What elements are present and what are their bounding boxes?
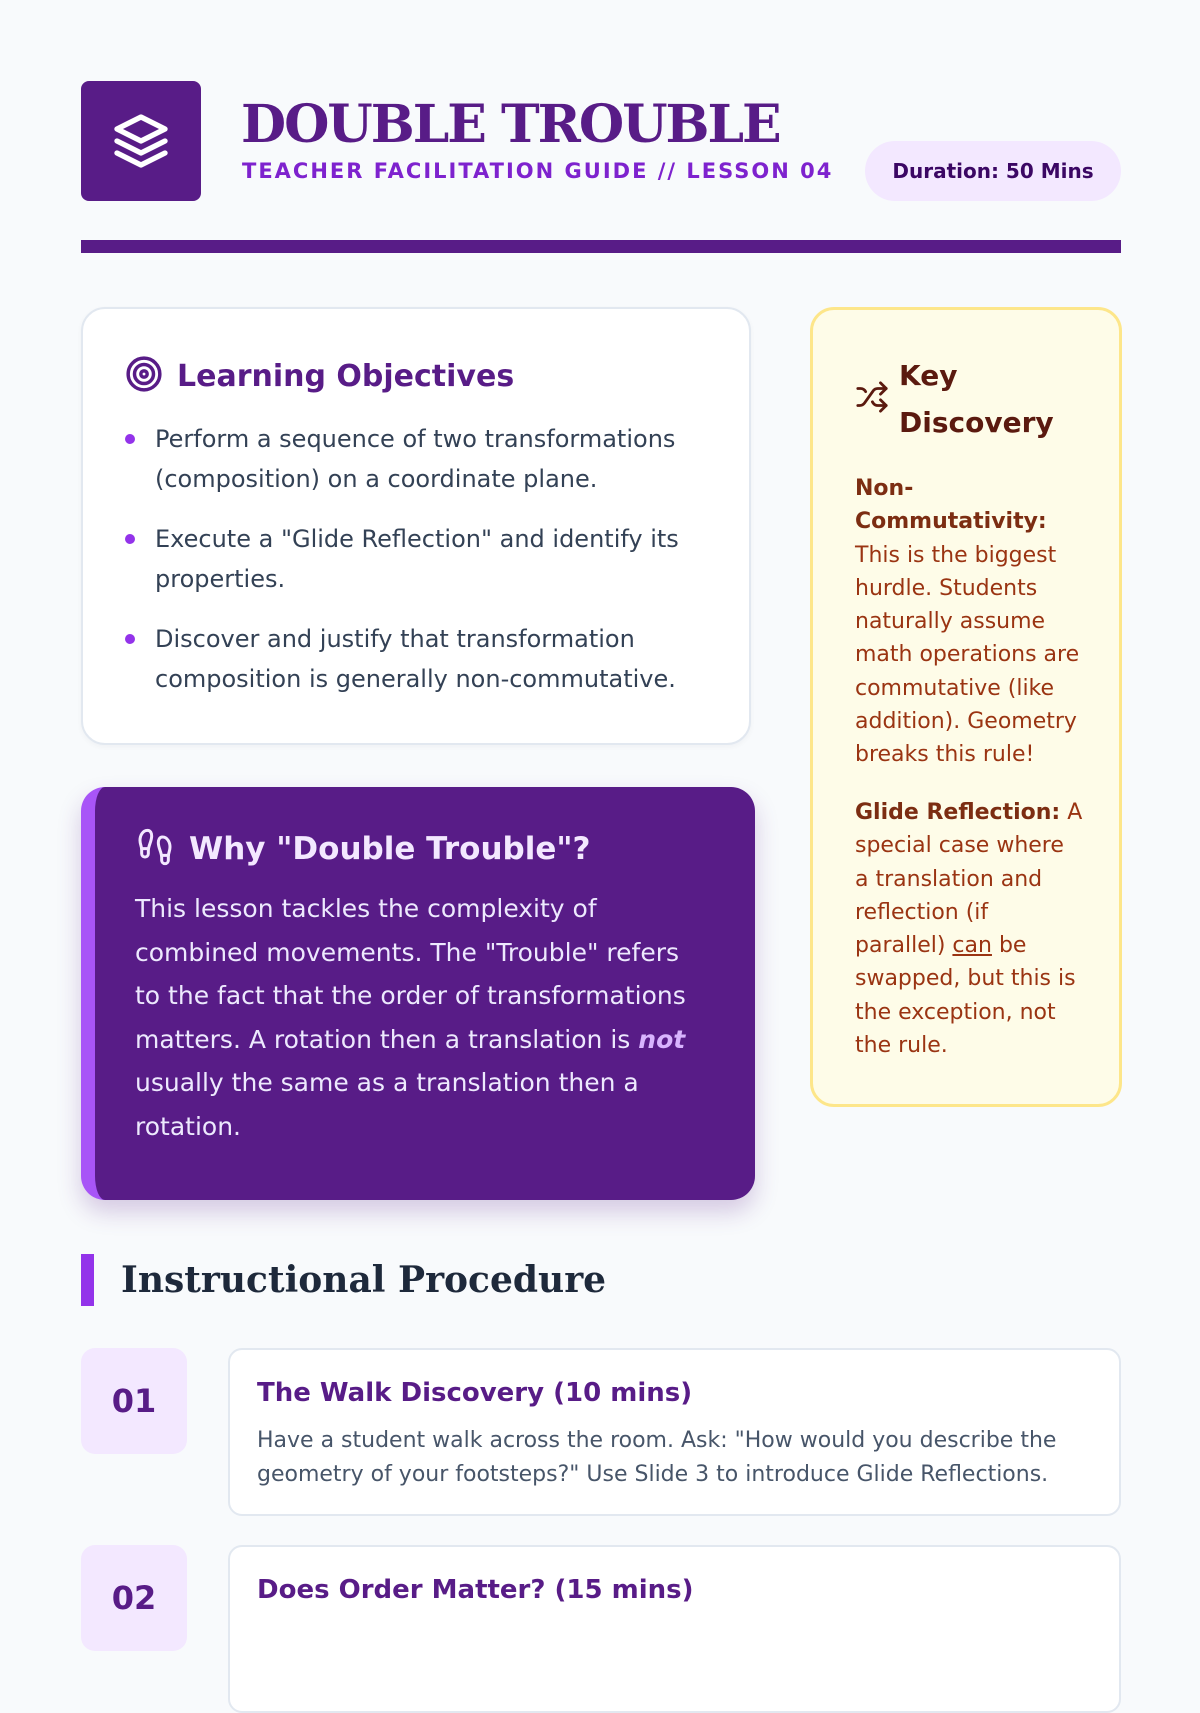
learning-objectives-card bbox=[81, 307, 751, 745]
glide-reflection-text: A special case where a translation and reflection (if parallel) bbox=[855, 800, 1083, 959]
objective-item: Discover and justify that transformation composition is generally non-commutative. bbox=[123, 619, 713, 699]
target-icon bbox=[125, 355, 163, 397]
why-description bbox=[135, 887, 705, 1148]
page-title: DOUBLE TROUBLE bbox=[241, 94, 780, 155]
non-commutativity-text: This is the biggest hurdle. Students naturally assume math operations are commutative (like addition). Geometry breaks this rule! bbox=[855, 542, 1080, 768]
step-number: 01 bbox=[81, 1348, 187, 1454]
why-header bbox=[135, 827, 591, 871]
objectives-header bbox=[125, 355, 514, 397]
step-card bbox=[228, 1348, 1121, 1516]
footprints-icon bbox=[135, 827, 175, 871]
step-number: 02 bbox=[81, 1545, 187, 1651]
step-title: The Walk Discovery (10 mins) bbox=[257, 1378, 693, 1408]
why-text-part: This lesson tackles the complexity of combined movements. The "Trouble" refers to the fact that the order of transformations matters. A rotation then a translation is bbox=[135, 894, 686, 1054]
why-emphasis: not bbox=[638, 1024, 686, 1054]
non-commutativity-note bbox=[855, 472, 1083, 772]
non-commutativity-label: Non-Commutativity: bbox=[855, 476, 1047, 535]
procedure-heading: Instructional Procedure bbox=[121, 1259, 607, 1301]
step-title: Does Order Matter? (15 mins) bbox=[257, 1575, 694, 1605]
duration-badge: Duration: 50 Mins bbox=[865, 141, 1121, 201]
why-heading: Why "Double Trouble"? bbox=[189, 831, 591, 867]
layers-icon bbox=[81, 81, 201, 201]
key-discovery-header bbox=[855, 352, 1069, 446]
objective-item: Perform a sequence of two transformations (composition) on a coordinate plane. bbox=[123, 419, 713, 499]
objectives-heading: Learning Objectives bbox=[177, 358, 515, 394]
header-divider bbox=[81, 240, 1121, 253]
glide-reflection-note bbox=[855, 796, 1083, 1062]
procedure-section-title bbox=[81, 1254, 606, 1306]
section-accent-bar bbox=[81, 1254, 94, 1306]
step-card bbox=[228, 1545, 1121, 1713]
objectives-list bbox=[123, 419, 713, 719]
step-description: Have a student walk across the room. Ask: "How would you describe the geometry of your footsteps?" Use Slide 3 to introduce Glide Reflections. bbox=[257, 1428, 1057, 1487]
shuffle-icon bbox=[855, 380, 889, 418]
page-header bbox=[81, 81, 1121, 201]
key-discovery-heading: Key Discovery bbox=[899, 359, 1054, 439]
why-double-trouble-card bbox=[81, 787, 755, 1200]
why-text-part: usually the same as a translation then a rotation. bbox=[135, 1068, 639, 1141]
page-subtitle: TEACHER FACILITATION GUIDE // LESSON 04 bbox=[242, 159, 834, 183]
glide-reflection-text: be swapped, but this is the exception, not the rule. bbox=[855, 933, 1076, 1059]
objective-item: Execute a "Glide Reflection" and identify its properties. bbox=[123, 519, 713, 599]
key-discovery-card bbox=[810, 307, 1122, 1107]
glide-reflection-label: Glide Reflection: bbox=[855, 800, 1061, 825]
glide-reflection-underline: can bbox=[952, 933, 992, 959]
